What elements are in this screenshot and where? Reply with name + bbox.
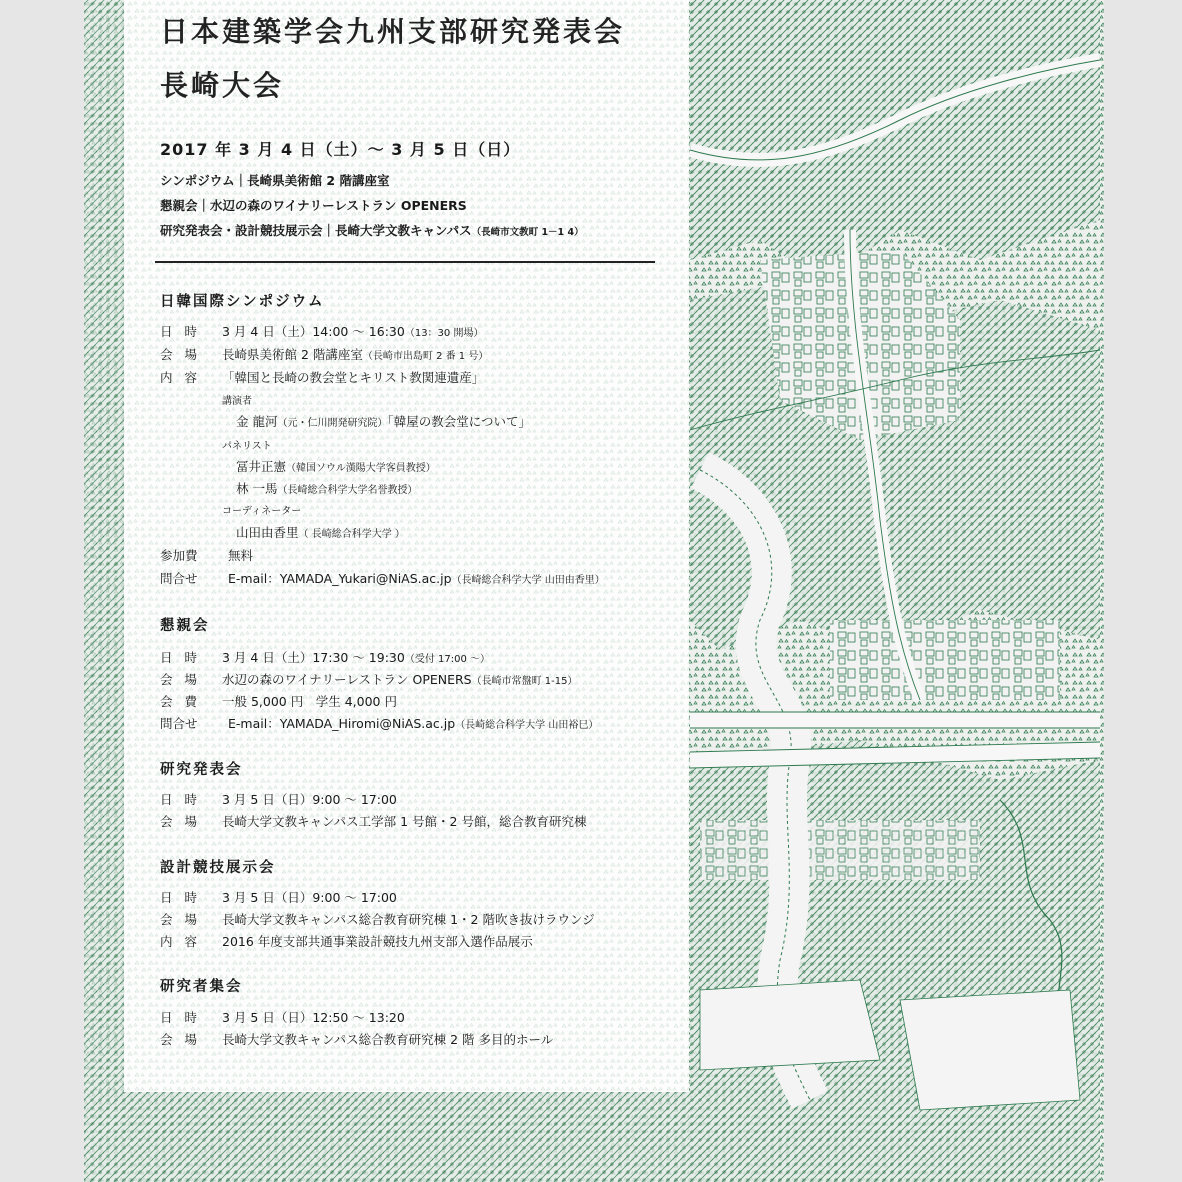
presentation-place: 会 場 長崎大学文教キャンパス工学部 1 号館・2 号館，総合教育研究棟 [160, 814, 587, 829]
reception-datetime: 日 時 3 月 4 日（土）17:30 〜 19:30（受付 17:00 〜） [160, 650, 491, 665]
event-date: 2017 年 3 月 4 日（土）〜 3 月 5 日（日） [160, 140, 521, 159]
panelist-2: 林 一馬（長崎総合科学大学名誉教授） [236, 481, 418, 496]
exhibition-content: 内 容 2016 年度支部共通事業設計競技九州支部入選作品展示 [160, 934, 533, 949]
reception-fee: 会 費 一般 5,000 円 学生 4,000 円 [160, 694, 397, 709]
symposium-fee: 参加費 無料 [160, 548, 254, 563]
symposium-title: 日韓国際シンポジウム [160, 294, 325, 310]
reception-contact-email: E-mail：YAMADA_Hiromi@NiAS.ac.jp [228, 716, 456, 731]
coordinator-role: コーディネーター [222, 506, 302, 517]
speaker: 金 龍河（元・仁川開発研究院）「韓屋の教会堂について」 [236, 414, 531, 429]
researchers-title: 研究者集会 [160, 979, 243, 995]
exhibition-title: 設計競技展示会 [160, 860, 276, 876]
symposium-place-note: （長崎市出島町 2 番 1 号） [362, 351, 489, 362]
header-divider [155, 261, 655, 263]
speaker-topic: 「韓屋の教会堂について」 [387, 414, 531, 429]
event-title-line2: 長崎大会 [160, 69, 285, 102]
symposium-contact-email: E-mail：YAMADA_Yukari@NiAS.ac.jp [228, 571, 452, 586]
symposium-datetime-note: （13：30 開場） [404, 328, 484, 339]
coordinator: 山田由香里（ 長崎総合科学大学 ） [236, 525, 405, 540]
presentation-title: 研究発表会 [160, 762, 243, 778]
symposium-content: 内 容 「韓国と長崎の教会堂とキリスト教関連遺産」 [160, 370, 485, 385]
venue-reception: 懇親会｜水辺の森のワイナリーレストラン OPENERS [160, 198, 467, 213]
reception-title: 懇親会 [160, 618, 210, 634]
speaker-role: 講演者 [222, 396, 252, 407]
symposium-datetime: 日 時 3 月 4 日（土）14:00 〜 16:30（13：30 開場） [160, 324, 484, 339]
presentation-datetime: 日 時 3 月 5 日（日）9:00 〜 17:00 [160, 792, 397, 807]
exhibition-place: 会 場 長崎大学文教キャンパス総合教育研究棟 1・2 階吹き抜けラウンジ [160, 912, 595, 927]
researchers-place: 会 場 長崎大学文教キャンパス総合教育研究棟 2 階 多目的ホール [160, 1032, 554, 1047]
researchers-datetime: 日 時 3 月 5 日（日）12:50 〜 13:20 [160, 1010, 405, 1025]
speaker-affiliation: （元・仁川開発研究院） [277, 418, 388, 429]
panelist-role: パネリスト [222, 441, 272, 452]
venue-symposium: シンポジウム｜長崎県美術館 2 階講座室 [160, 173, 390, 188]
panelist-1: 冨井正憲（韓国ソウル漢陽大学客員教授） [236, 459, 436, 474]
venue-presentation-address: （長崎市文教町 1－1 4） [471, 227, 584, 238]
venue-presentation: 研究発表会・設計競技展示会｜長崎大学文教キャンパス（長崎市文教町 1－1 4） [160, 223, 584, 238]
exhibition-datetime: 日 時 3 月 5 日（日）9:00 〜 17:00 [160, 890, 397, 905]
event-title-line1: 日本建築学会九州支部研究発表会 [160, 15, 626, 48]
symposium-contact: 問合せ E-mail：YAMADA_Yukari@NiAS.ac.jp（長崎総合科学大学 山田由香里） [160, 571, 605, 586]
symposium-datetime-label: 日 時 [160, 324, 201, 339]
reception-place: 会 場 水辺の森のワイナリーレストラン OPENERS（長崎市常盤町 1-15） [160, 672, 578, 687]
reception-contact: 問合せ E-mail：YAMADA_Hiromi@NiAS.ac.jp（長崎総合科学大学 山田裕巳） [160, 716, 599, 731]
symposium-place: 会 場 長崎県美術館 2 階講座室（長崎市出島町 2 番 1 号） [160, 347, 489, 362]
